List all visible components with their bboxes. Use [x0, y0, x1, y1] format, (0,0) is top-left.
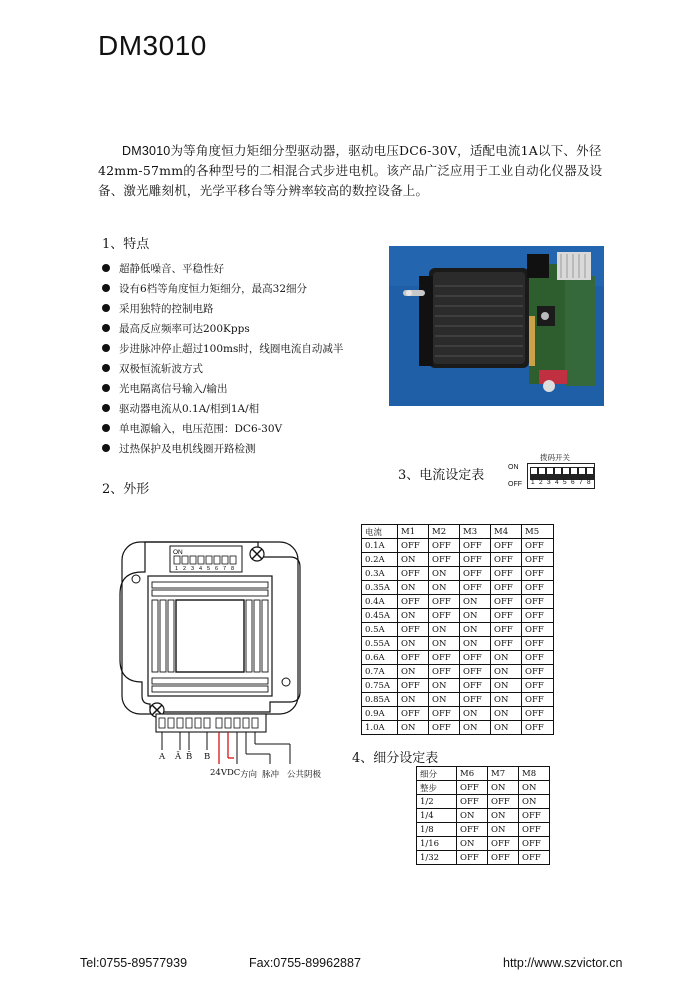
table-row	[362, 567, 554, 581]
table-row-label: 0.2A	[362, 553, 398, 567]
table-cell: ON	[429, 581, 460, 595]
table-row-label: 0.45A	[362, 609, 398, 623]
table-cell: ON	[488, 809, 519, 823]
table-row-label: 1.0A	[362, 721, 398, 735]
table-row	[362, 693, 554, 707]
label-24vdc: 24VDC	[210, 768, 241, 778]
dip-off-label: OFF	[508, 481, 522, 488]
table-cell: ON	[491, 665, 522, 679]
table-row-label: 0.35A	[362, 581, 398, 595]
table-cell: OFF	[491, 567, 522, 581]
table-cell: ON	[398, 637, 429, 651]
table-row-label: 0.75A	[362, 679, 398, 693]
table-cell: ON	[398, 721, 429, 735]
label-a-bar: Ā	[175, 752, 182, 762]
table-cell: OFF	[429, 721, 460, 735]
table-cell: ON	[398, 693, 429, 707]
svg-text:8: 8	[231, 566, 235, 572]
table-cell: OFF	[398, 679, 429, 693]
dip-switch-body	[527, 463, 595, 489]
table-row-label: 0.6A	[362, 651, 398, 665]
table-cell: ON	[429, 679, 460, 693]
table-row-label: 1/8	[417, 823, 457, 837]
table-cell: OFF	[398, 707, 429, 721]
table-cell: ON	[398, 609, 429, 623]
table-cell: OFF	[488, 795, 519, 809]
svg-text:1: 1	[175, 566, 179, 572]
table-cell: ON	[460, 707, 491, 721]
table-cell: ON	[429, 637, 460, 651]
table-row	[362, 539, 554, 553]
table-cell: ON	[460, 637, 491, 651]
table-cell: ON	[488, 823, 519, 837]
table-cell: OFF	[522, 693, 554, 707]
current-table-heading: 3、电流设定表	[398, 468, 485, 483]
table-row-label: 0.85A	[362, 693, 398, 707]
table-cell: OFF	[491, 637, 522, 651]
table-cell: OFF	[460, 693, 491, 707]
footer-url[interactable]: http://www.szvictor.cn	[503, 956, 623, 970]
dip-number: 7	[579, 479, 583, 486]
current-setting-table	[361, 524, 554, 735]
list-item: 双极恒流斩波方式	[102, 358, 343, 378]
table-row	[417, 823, 550, 837]
table-cell: OFF	[519, 823, 550, 837]
svg-text:2: 2	[183, 566, 187, 572]
table-cell: OFF	[522, 679, 554, 693]
table-row-label: 1/32	[417, 851, 457, 865]
table-row	[362, 721, 554, 735]
table-cell: ON	[491, 721, 522, 735]
table-cell: OFF	[429, 595, 460, 609]
table-cell: ON	[491, 651, 522, 665]
table-cell: OFF	[522, 567, 554, 581]
table-row	[362, 679, 554, 693]
table-row-label: 0.5A	[362, 623, 398, 637]
table-cell: OFF	[522, 721, 554, 735]
label-common-cathode: 公共阴极	[287, 770, 322, 780]
table-cell: OFF	[522, 623, 554, 637]
outline-drawing	[110, 532, 350, 782]
table-row	[362, 651, 554, 665]
dip-on-label: ON	[508, 464, 519, 471]
list-item: 超静低噪音、平稳性好	[102, 258, 343, 278]
table-cell: OFF	[522, 595, 554, 609]
bullet-icon	[102, 364, 110, 372]
table-row	[362, 665, 554, 679]
table-cell: OFF	[460, 665, 491, 679]
table-cell: OFF	[429, 539, 460, 553]
table-cell: ON	[491, 707, 522, 721]
table-cell: OFF	[491, 553, 522, 567]
table-cell: ON	[491, 679, 522, 693]
table-cell: ON	[457, 837, 488, 851]
table-cell: OFF	[398, 595, 429, 609]
outline-switch-on: ON	[173, 549, 183, 556]
table-row	[362, 707, 554, 721]
table-cell: OFF	[519, 851, 550, 865]
table-cell: ON	[460, 609, 491, 623]
svg-text:4: 4	[199, 566, 203, 572]
table-cell: ON	[398, 581, 429, 595]
outline-heading: 2、外形	[102, 482, 150, 497]
label-direction: 方向	[240, 770, 258, 780]
svg-text:5: 5	[207, 566, 211, 572]
label-b: B	[204, 752, 211, 762]
bullet-icon	[102, 444, 110, 452]
svg-text:6: 6	[215, 566, 219, 572]
table-row-label: 0.9A	[362, 707, 398, 721]
bullet-icon	[102, 324, 110, 332]
table-cell: ON	[460, 721, 491, 735]
dip-number: 5	[563, 479, 567, 486]
list-item: 驱动器电流从0.1A/相到1A/相	[102, 398, 343, 418]
features-list	[102, 258, 343, 458]
screw-icon	[250, 547, 264, 561]
table-row	[362, 623, 554, 637]
table-cell: ON	[491, 693, 522, 707]
table-cell: ON	[519, 781, 550, 795]
table-row	[417, 795, 550, 809]
intro-paragraph	[98, 141, 608, 201]
table-cell: OFF	[460, 679, 491, 693]
table-row	[362, 609, 554, 623]
table-cell: OFF	[491, 581, 522, 595]
table-row-label: 0.4A	[362, 595, 398, 609]
table-cell: OFF	[522, 665, 554, 679]
table-row-label: 整步	[417, 781, 457, 795]
table-cell: OFF	[522, 651, 554, 665]
table-cell: ON	[519, 795, 550, 809]
table-cell: OFF	[488, 837, 519, 851]
svg-text:3: 3	[191, 566, 195, 572]
table-cell: OFF	[460, 553, 491, 567]
table-row	[362, 637, 554, 651]
table-cell: OFF	[522, 553, 554, 567]
table-cell: OFF	[457, 851, 488, 865]
table-cell: OFF	[398, 539, 429, 553]
table-cell: OFF	[488, 851, 519, 865]
label-a: A	[159, 752, 166, 762]
table-cell: OFF	[429, 665, 460, 679]
dip-number: 6	[571, 479, 575, 486]
list-item: 光电隔离信号输入/输出	[102, 378, 343, 398]
features-heading: 1、特点	[102, 237, 150, 252]
table-cell: OFF	[460, 567, 491, 581]
table-row-label: 1/4	[417, 809, 457, 823]
bullet-icon	[102, 264, 110, 272]
table-cell: OFF	[460, 581, 491, 595]
bullet-icon	[102, 424, 110, 432]
dip-number: 3	[547, 479, 551, 486]
table-header-row: 细分 M6 M7 M8	[417, 767, 550, 781]
table-cell: OFF	[398, 567, 429, 581]
table-cell: OFF	[457, 823, 488, 837]
table-cell: OFF	[457, 781, 488, 795]
label-pulse: 脉冲	[262, 770, 280, 780]
microstep-table-heading: 4、细分设定表	[352, 751, 439, 766]
stepper-driver-illustration	[389, 246, 604, 406]
table-row	[417, 837, 550, 851]
table-row-label: 1/16	[417, 837, 457, 851]
table-row-label: 0.7A	[362, 665, 398, 679]
list-item: 单电源输入，电压范围：DC6-30V	[102, 418, 343, 438]
label-b-bar: B̄	[186, 752, 193, 762]
product-photo	[389, 246, 604, 406]
table-cell: OFF	[460, 651, 491, 665]
table-cell: ON	[429, 567, 460, 581]
table-header-row: 电流 M1 M2 M3 M4 M5	[362, 525, 554, 539]
table-cell: OFF	[429, 707, 460, 721]
table-cell: OFF	[429, 651, 460, 665]
table-row	[417, 809, 550, 823]
table-cell: OFF	[522, 707, 554, 721]
svg-text:7: 7	[223, 566, 227, 572]
list-item: 最高反应频率可达200Kpps	[102, 318, 343, 338]
dip-number: 1	[531, 479, 535, 486]
table-row-label: 1/2	[417, 795, 457, 809]
table-cell: OFF	[457, 795, 488, 809]
bullet-icon	[102, 404, 110, 412]
table-row	[362, 553, 554, 567]
table-row-label: 0.55A	[362, 637, 398, 651]
table-cell: OFF	[522, 581, 554, 595]
microstep-setting-table	[416, 766, 550, 865]
table-cell: ON	[460, 623, 491, 637]
table-row	[417, 781, 550, 795]
table-cell: OFF	[398, 623, 429, 637]
table-row	[417, 851, 550, 865]
dip-number: 4	[555, 479, 559, 486]
table-cell: ON	[398, 553, 429, 567]
footer-tel: Tel:0755-89577939	[80, 956, 188, 970]
table-cell: ON	[457, 809, 488, 823]
table-cell: OFF	[429, 553, 460, 567]
table-row-label: 0.3A	[362, 567, 398, 581]
page-title: DM3010	[98, 30, 207, 61]
table-cell: ON	[460, 595, 491, 609]
intro-text: 为等角度恒力矩细分型驱动器，驱动电压DC6-30V，适配电流1A以下、外径42mm-57mm的各种型号的二相混合式步进电机。该产品广泛应用于工业自动化仪器及设备、激光雕刻机，光学平移台等分辨率较高的数控设备上。	[98, 143, 603, 198]
table-cell: ON	[429, 623, 460, 637]
table-cell: OFF	[491, 609, 522, 623]
dip-switch-title: 拨码开关	[540, 453, 570, 462]
table-cell: OFF	[429, 609, 460, 623]
table-row	[362, 595, 554, 609]
table-cell: OFF	[522, 539, 554, 553]
table-cell: OFF	[491, 623, 522, 637]
table-cell: OFF	[522, 637, 554, 651]
bullet-icon	[102, 384, 110, 392]
table-row	[362, 581, 554, 595]
list-item: 步进脉冲停止超过100ms时，线圈电流自动减半	[102, 338, 343, 358]
table-cell: OFF	[519, 837, 550, 851]
bullet-icon	[102, 284, 110, 292]
table-row-label: 0.1A	[362, 539, 398, 553]
table-cell: ON	[398, 665, 429, 679]
dip-number: 2	[539, 479, 543, 486]
intro-lead: DM3010	[122, 144, 171, 158]
table-cell: OFF	[522, 609, 554, 623]
table-cell: OFF	[491, 595, 522, 609]
table-cell: OFF	[491, 539, 522, 553]
table-cell: ON	[429, 693, 460, 707]
bullet-icon	[102, 344, 110, 352]
table-cell: ON	[488, 781, 519, 795]
table-cell: OFF	[460, 539, 491, 553]
bullet-icon	[102, 304, 110, 312]
table-cell: OFF	[398, 651, 429, 665]
list-item: 过热保护及电机线圈开路检测	[102, 438, 343, 458]
list-item: 设有6档等角度恒力矩细分，最高32细分	[102, 278, 343, 298]
table-cell: OFF	[519, 809, 550, 823]
footer-fax: Fax:0755-89962887	[249, 956, 361, 970]
dip-number: 8	[587, 479, 591, 486]
list-item: 采用独特的控制电路	[102, 298, 343, 318]
